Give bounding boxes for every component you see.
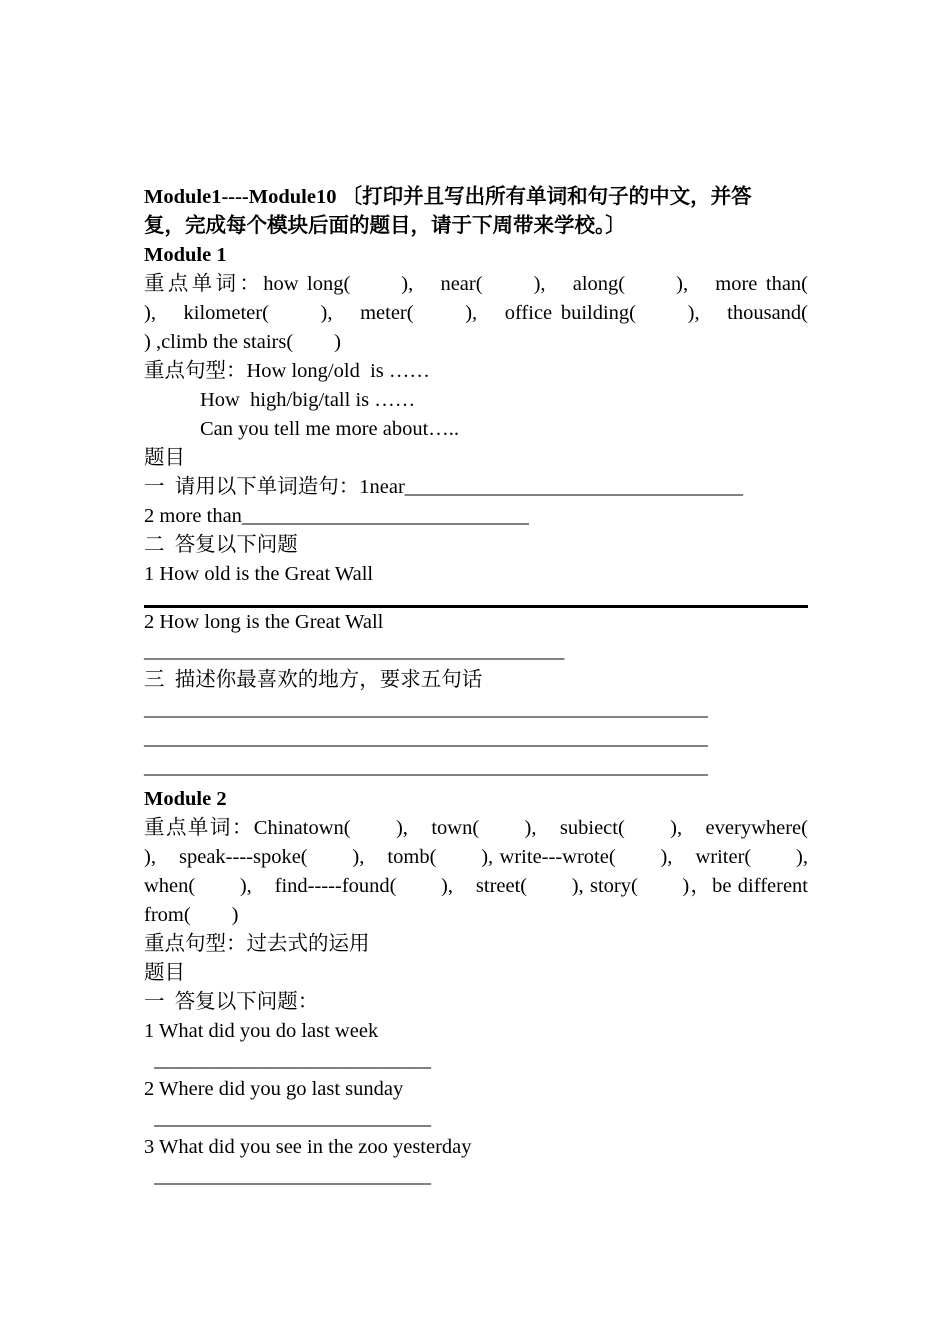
module2-sentence-label: 重点句型：过去式的运用 (144, 933, 370, 955)
module1-sentence-line-2: Can you tell me more about….. (200, 418, 460, 440)
module1-q2-heading: 二 答复以下问题 (144, 534, 298, 556)
module2-question-2: 2 Where did you go last sunday (144, 1078, 404, 1100)
module2-q1-heading: 一 答复以下问题： (144, 991, 319, 1013)
worksheet (144, 183, 808, 1191)
module2-vocab-line-4: from( ) (144, 904, 239, 926)
module2-heading: Module 2 (144, 788, 227, 810)
module1-q1-item-2: 2 more than____________________________ (144, 505, 529, 527)
module1-q3-blank-3: _______________________________________________________ (144, 756, 708, 778)
module1-q2-item-2: 2 How long is the Great Wall (144, 611, 384, 633)
module2-question-3: 3 What did you see in the zoo yesterday (144, 1136, 472, 1158)
module1-sentence-line-1: How high/big/tall is …… (200, 389, 416, 411)
module2-answer-blank-3: ___________________________ (144, 1165, 431, 1187)
module1-q3-blank-2: _______________________________________________________ (144, 727, 708, 749)
module2-vocab-line-1: 重点单词：Chinatown( ), town( ), subiect( ), everywhere( (144, 817, 808, 839)
module2-exercise-label: 题目 (144, 962, 185, 984)
module1-exercise-label: 题目 (144, 447, 185, 469)
module1-q2-item-1: 1 How old is the Great Wall (144, 563, 374, 585)
module1-heading: Module 1 (144, 244, 227, 266)
module1-q2-item-2-blank: _________________________________________ (144, 640, 565, 662)
module1-vocab-line-2: ), kilometer( ), meter( ), office building( ), thousand( (144, 302, 808, 324)
module1-q3-heading: 三 描述你最喜欢的地方，要求五句话 (144, 669, 483, 691)
module2-answer-blank-1: ___________________________ (144, 1049, 431, 1071)
title-line-2: 复，完成每个模块后面的题目，请于下周带来学校。〕 (144, 215, 626, 237)
module2-vocab-line-2: ), speak----spoke( ), tomb( ), write---wrote( ), writer( ), (144, 846, 808, 868)
module1-vocab-line-3: ) ,climb the stairs( ) (144, 331, 341, 353)
module1-q1-heading: 一 请用以下单词造句：1near_________________________________ (144, 476, 744, 498)
title-line-1: Module1----Module10 〔打印并且写出所有单词和句子的中文，并答 (144, 186, 752, 208)
module2-answer-blank-2: ___________________________ (144, 1107, 431, 1129)
module1-q3-blank-1: _______________________________________________________ (144, 698, 708, 720)
module2-question-1: 1 What did you do last week (144, 1020, 379, 1042)
module1-vocab-line-1: 重点单词：how long( ), near( ), along( ), more than( (144, 273, 808, 295)
module1-sentence-label: 重点句型：How long/old is …… (144, 360, 430, 382)
module2-vocab-line-3: when( ), find-----found( ), street( ), story( )，be different (144, 875, 808, 897)
